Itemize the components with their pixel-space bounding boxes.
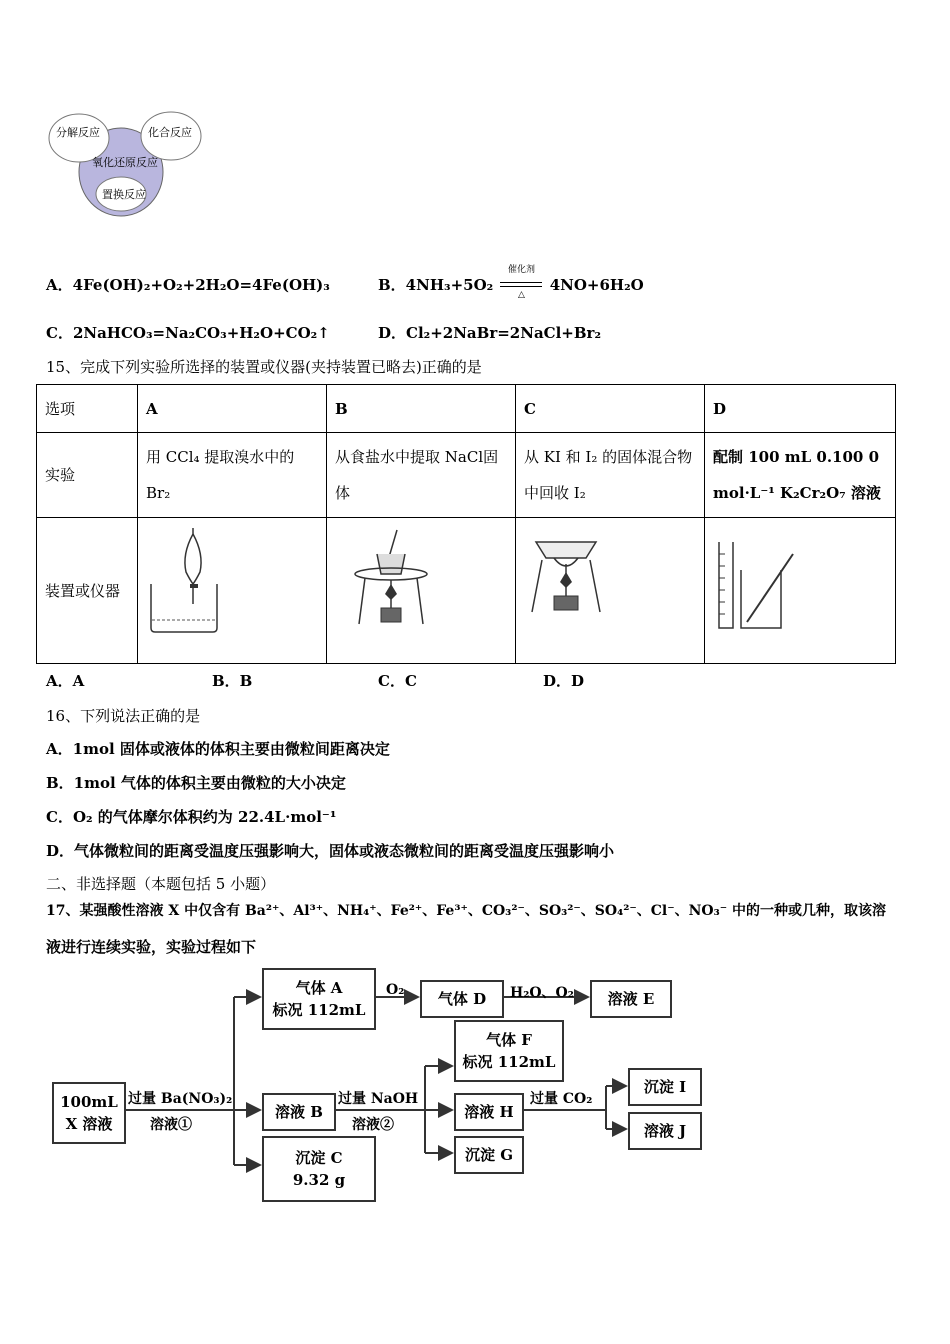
precipitate-g-box: 沉淀 G (454, 1136, 524, 1174)
q14-option-c: C．2NaHCO₃=Na₂CO₃+H₂O+CO₂↑ (46, 324, 330, 342)
table-cell: 用 CCl₄ 提取溴水中的Br₂ (138, 433, 327, 518)
solution-x-box (52, 1082, 126, 1144)
co2-label: 过量 CO₂ (530, 1091, 593, 1107)
q17-stem-line2: 液进行连续实验，实验过程如下 (46, 938, 257, 956)
solution-j-box: 溶液 J (628, 1112, 702, 1150)
table-cell: B (327, 385, 516, 433)
decomposition-label: 分解反应 (56, 126, 100, 139)
section-heading: 二、非选择题（本题包括 5 小题） (46, 875, 276, 893)
precipitate-i-box: 沉淀 I (628, 1068, 702, 1106)
reagent1-label: 过量 Ba(NO₃)₂ (128, 1091, 233, 1107)
q14-option-a: A．4Fe(OH)₂+O₂+2H₂O=4Fe(OH)₃ (46, 276, 330, 294)
table-cell: 配制 100 mL 0.100 0 mol·L⁻¹ K₂Cr₂O₇ 溶液 (705, 433, 896, 518)
q16-option-c: C．O₂ 的气体摩尔体积约为 22.4L·mol⁻¹ (46, 808, 337, 826)
redox-label: 氧化还原反应 (92, 156, 158, 169)
q16-option-a: A．1mol 固体或液体的体积主要由微粒间距离决定 (46, 740, 390, 758)
q14-option-d: D．Cl₂+2NaBr=2NaCl+Br₂ (378, 324, 602, 342)
reagent2-label: 过量 NaOH (338, 1091, 419, 1107)
combination-label: 化合反应 (148, 126, 192, 139)
q16-option-d: D．气体微粒间的距离受温度压强影响大，固体或液态微粒间的距离受温度压强影响小 (46, 842, 615, 860)
table-cell: 装置或仪器 (37, 518, 138, 664)
q16-stem: 16、下列说法正确的是 (46, 707, 201, 725)
catalyst-label: 催化剂 (507, 264, 535, 275)
solution-x-volume: 100mL (60, 1093, 118, 1111)
reagent2-solution: 溶液② (352, 1117, 394, 1133)
q14-option-b-products: 4NO+6H₂O (549, 276, 644, 294)
gas-a-volume: 标况 112mL (272, 1001, 366, 1019)
table-cell: D (705, 385, 896, 433)
q15-stem: 15、完成下列实验所选择的装置或仪器(夹持装置已略去)正确的是 (46, 358, 482, 376)
h2o-o2-label: H₂O、O₂ (510, 985, 574, 1001)
precipitate-c-label: 沉淀 C (295, 1149, 343, 1167)
reagent1-solution: 溶液① (150, 1117, 192, 1133)
displacement-label: 置换反应 (102, 188, 146, 201)
gas-f-volume: 标况 112mL (462, 1053, 556, 1071)
gas-d-box: 气体 D (420, 980, 504, 1018)
heat-symbol: △ (517, 289, 525, 300)
solution-x-label: X 溶液 (65, 1115, 113, 1133)
gas-a-label: 气体 A (295, 979, 343, 997)
gas-f-box (454, 1020, 564, 1082)
table-cell: 选项 (37, 385, 138, 433)
table-cell: C (516, 385, 705, 433)
table-cell: A (138, 385, 327, 433)
table-cell: 从食盐水中提取 NaCl固体 (327, 433, 516, 518)
solution-e-box: 溶液 E (590, 980, 672, 1018)
gas-a-box (262, 968, 376, 1030)
table-cell: 从 KI 和 I₂ 的固体混合物中回收 I₂ (516, 433, 705, 518)
q15-answer-c: C．C (378, 672, 417, 690)
table-cell: 实验 (37, 433, 138, 518)
precipitate-c-box (262, 1136, 376, 1202)
q15-answer-d: D．D (543, 672, 585, 690)
q14-option-b-reactants: B．4NH₃+5O₂ (378, 276, 494, 294)
q16-option-b: B．1mol 气体的体积主要由微粒的大小决定 (46, 774, 346, 792)
solution-b-box: 溶液 B (262, 1093, 336, 1131)
q17-stem-line1: 17、某强酸性溶液 X 中仅含有 Ba²⁺、Al³⁺、NH₄⁺、Fe²⁺、Fe³⁺、CO₃²⁻、SO₃²⁻、SO₄²⁻、Cl⁻、NO₃⁻ 中的一种或几种，取该溶 (46, 903, 886, 919)
gas-f-label: 气体 F (486, 1031, 532, 1049)
solution-h-box: 溶液 H (454, 1093, 524, 1131)
o2-label: O₂ (386, 982, 405, 998)
precipitate-c-mass: 9.32 g (292, 1171, 346, 1189)
q15-answer-b: B．B (212, 672, 253, 690)
q15-answer-a: A．A (46, 672, 85, 690)
